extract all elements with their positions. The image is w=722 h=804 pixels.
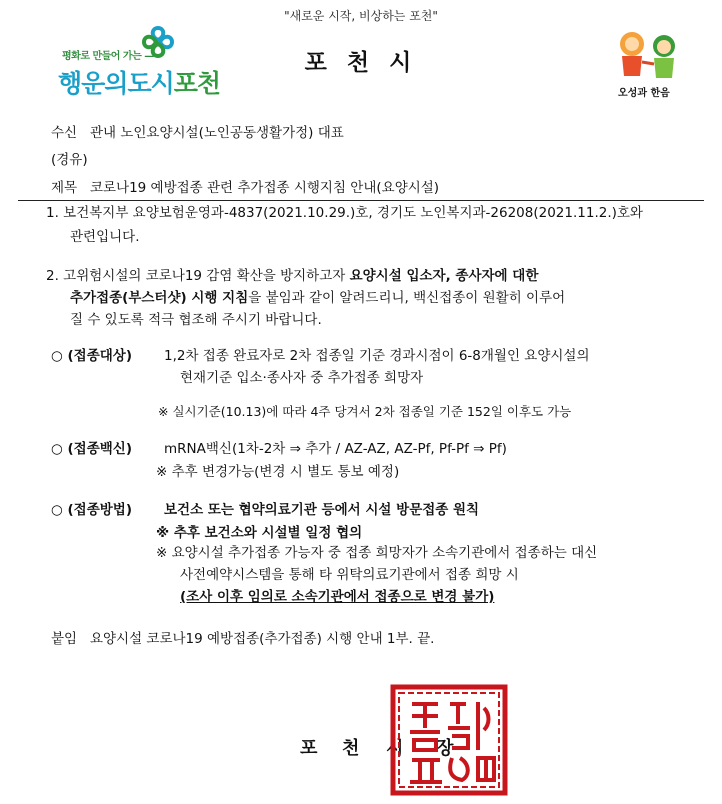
sender-char-2: 천 (342, 738, 360, 759)
s3-label: ○ (접종방법) (51, 502, 132, 518)
s1-line2: 현재기준 입소·종사자 중 추가접종 희망자 (180, 370, 424, 386)
sender-char-1: 포 (300, 738, 318, 759)
org-title: 포 천 시 (304, 50, 418, 76)
logo-main-a: 행운의도시 (58, 69, 174, 98)
s3-note2-line1: ※ 요양시설 추가접종 가능자 중 접종 희망자가 소속기관에서 접종하는 대신 (156, 545, 598, 561)
s3-line1: 보건소 또는 협약의료기관 등에서 시설 방문접종 원칙 (164, 502, 480, 518)
via-label: (경유) (51, 152, 88, 168)
mascot-label: 오성과 한음 (618, 88, 670, 99)
subject-value: 코로나19 예방접종 관련 추가접종 시행지침 안내(요양시설) (89, 180, 440, 196)
attachment-row (51, 631, 434, 648)
s2-note: ※ 추후 변경가능(변경 시 별도 통보 예정) (156, 464, 400, 480)
attachment-value: 요양시설 코로나19 예방접종(추가접종) 시행 안내 1부. 끝. (89, 631, 435, 647)
logo-subtext: 평화로 만들어 가는 — (62, 51, 154, 62)
p2-line1 (46, 268, 538, 285)
slogan: "새로운 시작, 비상하는 포천" (284, 9, 438, 23)
recipient-label: 수신 (51, 125, 78, 141)
p2-line2 (70, 290, 565, 307)
p1-line2: 관련입니다. (70, 229, 140, 245)
p2-line1-a: 2. 고위험시설의 코로나19 감염 확산을 방지하고자 (46, 268, 350, 284)
logo-main-b: 포천 (173, 69, 221, 98)
attachment-label: 붙임 (51, 631, 78, 647)
subject-row (51, 180, 439, 197)
p2-line2-b: 을 붙임과 같이 알려드리니, 백신접종이 원활히 이루어 (248, 290, 566, 306)
s1-label: ○ (접종대상) (51, 348, 132, 364)
subject-divider (18, 200, 704, 201)
mascot-icon (608, 26, 688, 88)
s1-note: ※ 실시기준(10.13)에 따라 4주 당겨서 2차 접종일 기준 152일 이후도 가능 (158, 404, 572, 419)
s2-label: ○ (접종백신) (51, 441, 132, 457)
s3-note2-line2: 사전예약시스템을 통해 타 위탁의료기관에서 접종 희망 시 (180, 567, 519, 583)
recipient-value: 관내 노인요양시설(노인공동생활가정) 대표 (89, 125, 344, 141)
subject-label: 제목 (51, 180, 78, 196)
recipient-row (51, 125, 344, 142)
s1-line1: 1,2차 접종 완료자로 2차 접종일 기준 경과시점이 6-8개월인 요양시설의 (164, 348, 590, 364)
p2-line2-a: 추가접종(부스터샷) 시행 지침 (70, 290, 249, 306)
s3-note2-line3: (조사 이후 임의로 소속기관에서 접종으로 변경 불가) (180, 589, 495, 605)
p1-line1: 1. 보건복지부 요양보험운영과-4837(2021.10.29.)호, 경기도 노인복지과-26208(2021.11.2.)호와 (46, 205, 643, 221)
official-seal-icon (390, 684, 508, 800)
p2-line3: 질 수 있도록 적극 협조해 주시기 바랍니다. (70, 312, 322, 328)
sender-char-3: 시 (386, 738, 404, 759)
sender-char-4: 장 (436, 738, 454, 759)
s2-line1: mRNA백신(1차-2차 ⇒ 추가 / AZ-AZ, AZ-Pf, Pf-Pf ⇒ Pf) (164, 441, 507, 457)
p2-line1-b: 요양시설 입소자, 종사자에 대한 (349, 268, 539, 284)
s3-note1: ※ 추후 보건소와 시설별 일정 협의 (156, 525, 363, 541)
